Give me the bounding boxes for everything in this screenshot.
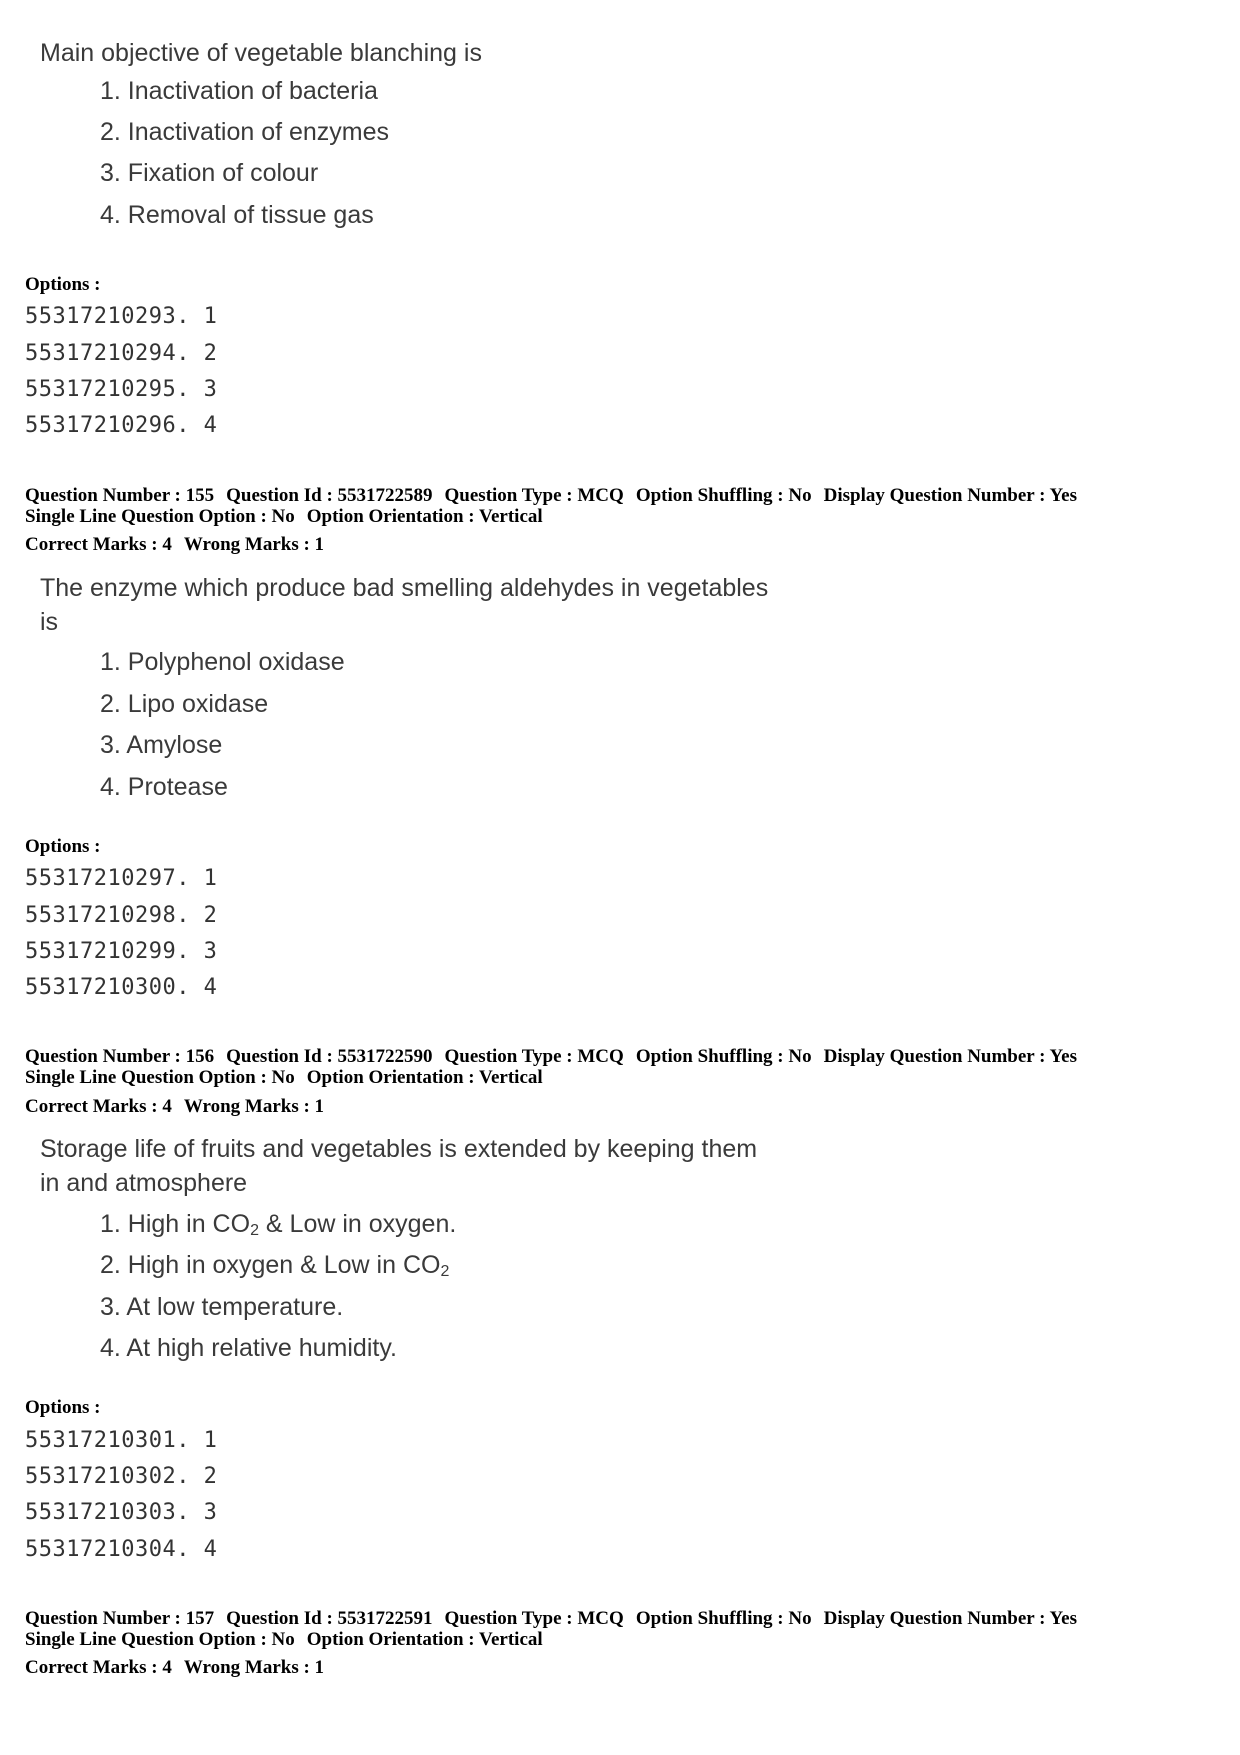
option-id: 55317210297. 1 [25, 866, 218, 891]
option-shuffling: Option Shuffling : No [635, 485, 812, 506]
option-id: 55317210294. 2 [25, 341, 218, 366]
question-text: Main objective of vegetable blanching is [40, 39, 482, 67]
option-id: 55317210301. 1 [25, 1428, 218, 1453]
answer-choice: 2. Lipo oxidase [100, 690, 269, 718]
question-id: Question Id : 5531722590 [226, 1046, 433, 1067]
display-question-number: Display Question Number : Yes [823, 1046, 1077, 1067]
option-orientation: Option Orientation : Vertical [306, 1067, 543, 1088]
question-meta-line [25, 506, 555, 528]
question-text [40, 571, 768, 639]
option-id: 55317210293. 1 [25, 304, 218, 329]
question-text [40, 1132, 757, 1200]
question-line: Storage life of fruits and vegetables is extended by keeping them [40, 1135, 758, 1163]
wrong-marks: Wrong Marks : 1 [183, 1657, 325, 1678]
answer-choice: 4. At high relative humidity. [100, 1334, 397, 1362]
question-number: Question Number : 156 [25, 1046, 215, 1067]
choice-text: 2. High in oxygen & Low in CO [100, 1251, 441, 1279]
option-orientation: Option Orientation : Vertical [306, 1629, 543, 1650]
single-line-option: Single Line Question Option : No [25, 506, 295, 527]
answer-choice: 1. Inactivation of bacteria [100, 77, 378, 105]
choice-text: & Low in oxygen. [258, 1210, 457, 1238]
subscript: 2 [440, 1263, 450, 1280]
option-id: 55317210302. 2 [25, 1464, 218, 1489]
option-id: 55317210304. 4 [25, 1537, 218, 1562]
answer-choice: 3. At low temperature. [100, 1293, 344, 1321]
option-id: 55317210299. 3 [25, 939, 218, 964]
option-orientation: Option Orientation : Vertical [306, 506, 543, 527]
question-id: Question Id : 5531722589 [226, 485, 433, 506]
question-id: Question Id : 5531722591 [226, 1608, 433, 1629]
correct-marks: Correct Marks : 4 [25, 1096, 172, 1117]
question-type: Question Type : MCQ [444, 1608, 624, 1629]
option-shuffling: Option Shuffling : No [635, 1046, 812, 1067]
single-line-option: Single Line Question Option : No [25, 1629, 295, 1650]
answer-choice [100, 1251, 449, 1280]
answer-choice: 1. Polyphenol oxidase [100, 648, 345, 676]
question-line: is [40, 608, 59, 636]
wrong-marks: Wrong Marks : 1 [183, 534, 325, 555]
choice-text: 1. High in CO [100, 1210, 251, 1238]
subscript: 2 [250, 1222, 259, 1239]
options-label: Options : [25, 274, 101, 295]
question-line: in and atmosphere [40, 1169, 248, 1197]
correct-marks: Correct Marks : 4 [25, 534, 172, 555]
options-label: Options : [25, 1397, 101, 1418]
display-question-number: Display Question Number : Yes [823, 1608, 1077, 1629]
display-question-number: Display Question Number : Yes [823, 485, 1077, 506]
marks-line [25, 534, 336, 556]
question-type: Question Type : MCQ [444, 485, 624, 506]
question-meta-line [25, 1046, 1089, 1068]
question-meta-line [25, 1629, 555, 1651]
wrong-marks: Wrong Marks : 1 [183, 1096, 325, 1117]
answer-choice: 4. Protease [100, 773, 228, 801]
option-id: 55317210295. 3 [25, 377, 218, 402]
option-shuffling: Option Shuffling : No [635, 1608, 812, 1629]
answer-choice: 4. Removal of tissue gas [100, 201, 374, 229]
question-meta-line [25, 1067, 555, 1089]
question-number: Question Number : 157 [25, 1608, 215, 1629]
question-meta-line [25, 485, 1089, 507]
question-meta-line [25, 1608, 1089, 1630]
answer-choice: 3. Amylose [100, 731, 223, 759]
single-line-option: Single Line Question Option : No [25, 1067, 295, 1088]
option-id: 55317210303. 3 [25, 1500, 218, 1525]
answer-choice: 2. Inactivation of enzymes [100, 118, 390, 146]
marks-line [25, 1096, 336, 1118]
correct-marks: Correct Marks : 4 [25, 1657, 172, 1678]
question-number: Question Number : 155 [25, 485, 215, 506]
question-line: The enzyme which produce bad smelling aldehydes in vegetables [40, 574, 769, 602]
option-id: 55317210298. 2 [25, 903, 218, 928]
question-type: Question Type : MCQ [444, 1046, 624, 1067]
answer-choice [100, 1210, 456, 1239]
option-id: 55317210300. 4 [25, 975, 218, 1000]
options-label: Options : [25, 836, 101, 857]
answer-choice: 3. Fixation of colour [100, 159, 319, 187]
marks-line [25, 1657, 336, 1679]
option-id: 55317210296. 4 [25, 413, 218, 438]
